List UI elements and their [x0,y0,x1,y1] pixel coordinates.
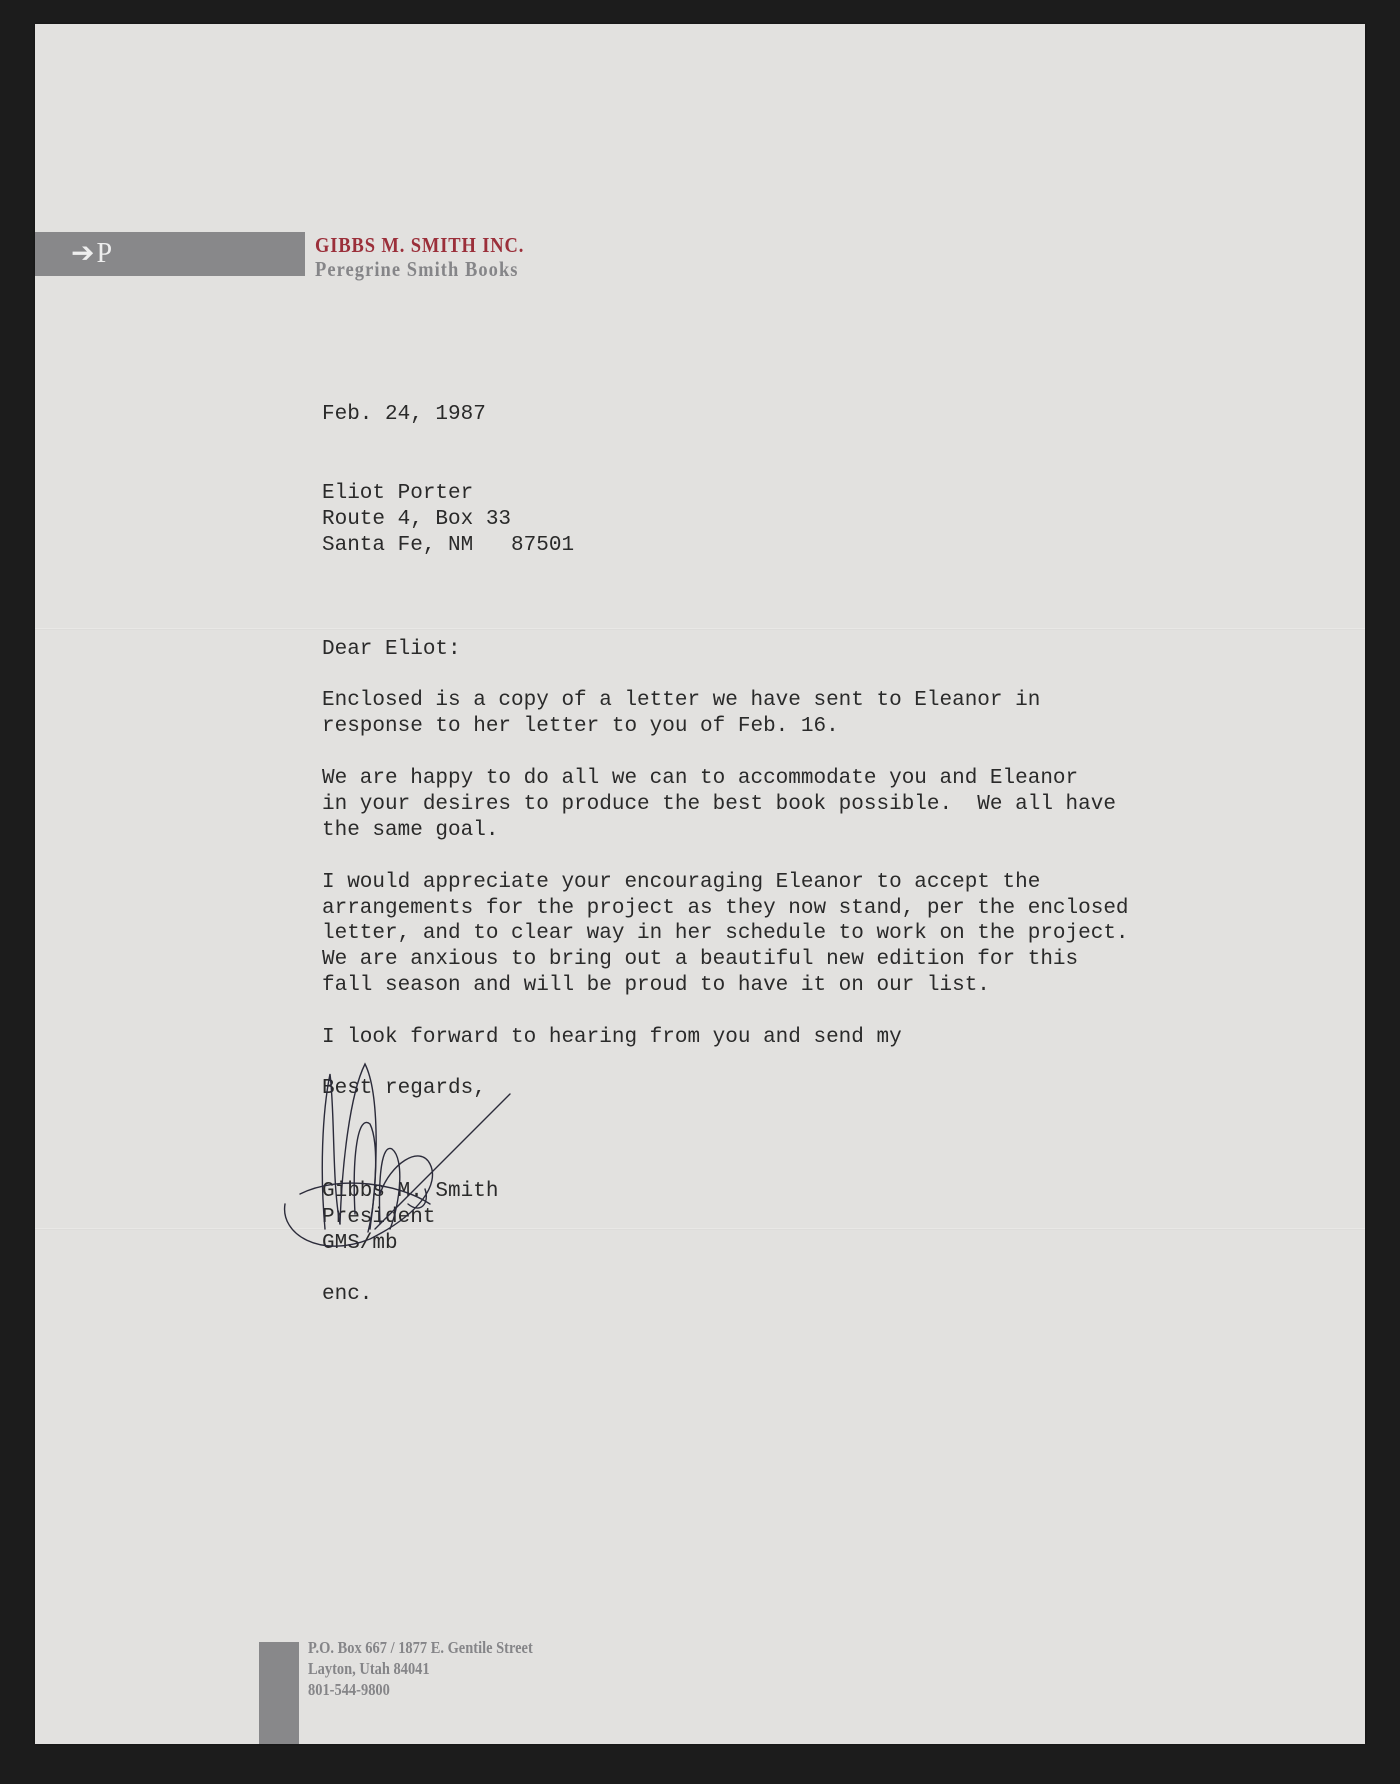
handwritten-signature-icon [280,1054,530,1254]
salutation: Dear Eliot: [322,638,461,661]
letter-page [35,24,1365,1744]
paragraph-line: the same goal. [322,819,499,842]
paragraph-line: We are anxious to bring out a beautiful new edition for this [322,948,1079,971]
footer-phone: 801-544-9800 [308,1680,390,1699]
paragraph-line: in your desires to produce the best book possible. We all have [322,793,1116,816]
imprint-name: Peregrine Smith Books [315,257,519,281]
footer-city: Layton, Utah 84041 [308,1659,430,1678]
paragraph-line: I would appreciate your encouraging Eleanor to accept the [322,871,1041,894]
footer-street: P.O. Box 667 / 1877 E. Gentile Street [308,1638,533,1657]
signer-title: President [322,1206,436,1229]
fold-line-lower [35,1228,1365,1230]
footer-bar [259,1642,299,1744]
company-name: GIBBS M. SMITH INC. [315,233,525,257]
recipient-address-line1: Route 4, Box 33 [322,508,512,531]
recipient-name: Eliot Porter [322,482,474,505]
paragraph-line: arrangements for the project as they now stand, per the enclosed [322,897,1129,920]
fold-line-upper [35,628,1365,630]
closing: Best regards, [322,1077,486,1100]
paragraph-line: response to her letter to you of Feb. 16. [322,715,839,738]
signer-name: Gibbs M. Smith [322,1180,499,1203]
publisher-logo-icon: ➔P [71,238,115,269]
typist-initials: GMS/mb [322,1232,398,1255]
letterhead-bar [35,232,305,276]
paragraph-line: Enclosed is a copy of a letter we have sent to Eleanor in [322,689,1041,712]
recipient-address-line2: Santa Fe, NM 87501 [322,534,575,557]
paragraph-line: fall season and will be proud to have it on our list. [322,974,990,997]
letter-date: Feb. 24, 1987 [322,403,486,426]
paragraph-line: We are happy to do all we can to accommodate you and Eleanor [322,767,1079,790]
enclosure-note: enc. [322,1283,373,1306]
paragraph-line: letter, and to clear way in her schedule to work on the project. [322,922,1129,945]
paragraph-line: I look forward to hearing from you and send my [322,1026,902,1049]
footer-address [308,1637,533,1700]
